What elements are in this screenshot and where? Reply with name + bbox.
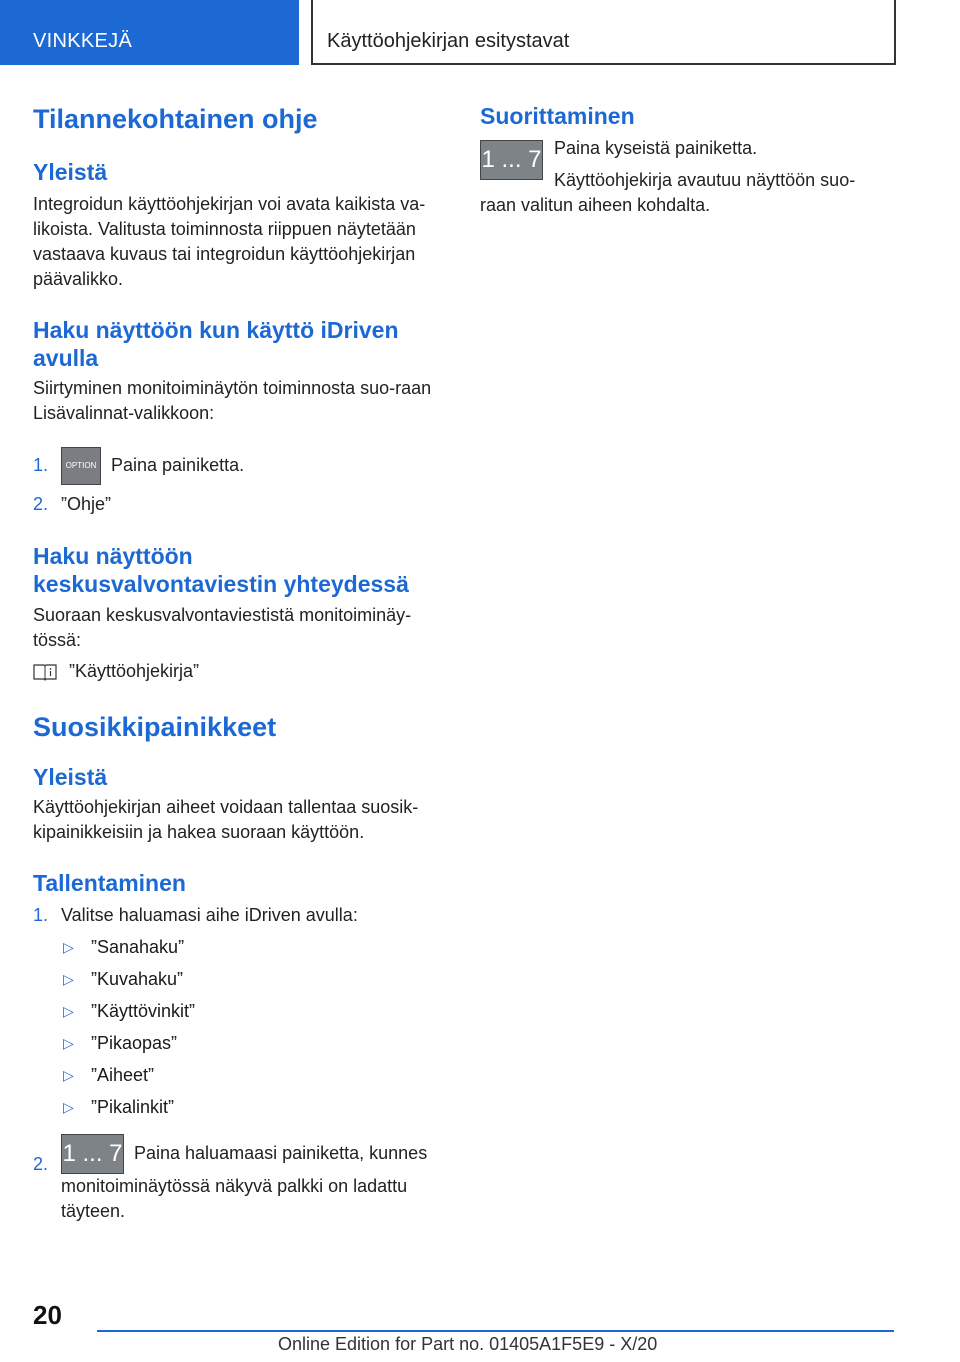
right-column	[480, 102, 890, 218]
sub-list-item	[33, 935, 443, 960]
sub-item-text: ”Pikaopas”	[91, 1033, 178, 1053]
favorite-buttons-icon: 1 ... 7	[61, 1134, 124, 1174]
triangle-bullet-icon: ▷	[63, 939, 74, 955]
footer-edition: Online Edition for Part no. 01405A1F5E9 - X/20	[278, 1334, 658, 1354]
execution-line-1: Paina kyseistä painiketta.	[554, 138, 758, 158]
sub-item-text: ”Pikalinkit”	[91, 1097, 175, 1117]
sub-item-text: ”Aiheet”	[91, 1065, 155, 1085]
sub-list-item	[33, 1095, 443, 1120]
sub-item-text: ”Sanahaku”	[91, 937, 185, 957]
execution-line-2: Käyttöohjekirja avautuu näyttöön suo-raan valitun aiheen kohdalta.	[480, 170, 856, 215]
list-number: 2.	[33, 494, 49, 514]
heading-favorites: Suosikkipainikkeet	[33, 712, 277, 742]
sub-list-item	[33, 1031, 443, 1056]
list-item	[33, 447, 443, 485]
check-control-text: Suoraan keskusvalvontaviestistä monitoiminäy-tössä:	[33, 605, 412, 650]
chapter-title: Käyttöohjekirjan esitystavat	[311, 0, 896, 65]
footer-divider	[97, 1330, 894, 1332]
favorite-buttons-icon: 1 ... 7	[480, 140, 543, 180]
triangle-bullet-icon: ▷	[63, 1035, 74, 1051]
list-item	[33, 492, 443, 517]
idrive-search-text: Siirtyminen monitoiminäytön toiminnosta suo-raan Lisävalinnat-valikkoon:	[33, 378, 432, 423]
sub-list-item	[33, 967, 443, 992]
step-text: Valitse haluamasi aihe iDriven avulla:	[61, 905, 358, 925]
step-text: Paina painiketta.	[111, 454, 245, 475]
general-1-text: Integroidun käyttöohjekirjan voi avata kaikista va-likoista. Valitusta toiminnosta riippuen näytetään vastaava kuvaus tai integroidun käyttöohjekirjan päävalikko.	[33, 194, 426, 289]
heading-idrive-search: Haku näyttöön kun käyttö iDriven avulla	[33, 317, 399, 371]
execution-block	[480, 136, 890, 218]
list-number: 2.	[33, 1154, 49, 1174]
option-button-icon: OPTION	[61, 447, 101, 485]
triangle-bullet-icon: ▷	[63, 971, 74, 987]
step-text: ”Ohje”	[61, 494, 112, 514]
heading-general-1: Yleistä	[33, 159, 108, 185]
left-column	[33, 102, 443, 1224]
sub-list-item	[33, 999, 443, 1024]
sub-list-item	[33, 1063, 443, 1088]
list-item	[33, 903, 443, 928]
manual-menu-item	[33, 659, 443, 684]
list-number: 1.	[33, 455, 49, 475]
triangle-bullet-icon: ▷	[63, 1067, 74, 1083]
section-tab: VINKKEJÄ	[0, 0, 299, 65]
list-item	[33, 1134, 443, 1224]
list-number: 1.	[33, 905, 49, 925]
page-number: 20	[33, 1300, 62, 1330]
general-2-text: Käyttöohjekirjan aiheet voidaan tallentaa suosik-kipainikkeisiin ja hakea suoraan käyttöön.	[33, 797, 419, 842]
heading-execution: Suorittaminen	[480, 103, 635, 129]
heading-context-help: Tilannekohtainen ohje	[33, 104, 318, 134]
manual-book-icon	[33, 663, 57, 681]
step-text: Paina haluamaasi painiketta, kunnes monitoiminäytössä näkyvä palkki on ladattu täyteen.	[61, 1142, 428, 1221]
heading-check-control-search: Haku näyttöön keskusvalvontaviestin yhteydessä	[33, 543, 409, 597]
manual-item-text: ”Käyttöohjekirja”	[69, 661, 200, 681]
triangle-bullet-icon: ▷	[63, 1003, 74, 1019]
heading-saving: Tallentaminen	[33, 870, 186, 896]
heading-general-2: Yleistä	[33, 764, 108, 790]
sub-item-text: ”Käyttövinkit”	[91, 1001, 196, 1021]
sub-item-text: ”Kuvahaku”	[91, 969, 184, 989]
triangle-bullet-icon: ▷	[63, 1099, 74, 1115]
